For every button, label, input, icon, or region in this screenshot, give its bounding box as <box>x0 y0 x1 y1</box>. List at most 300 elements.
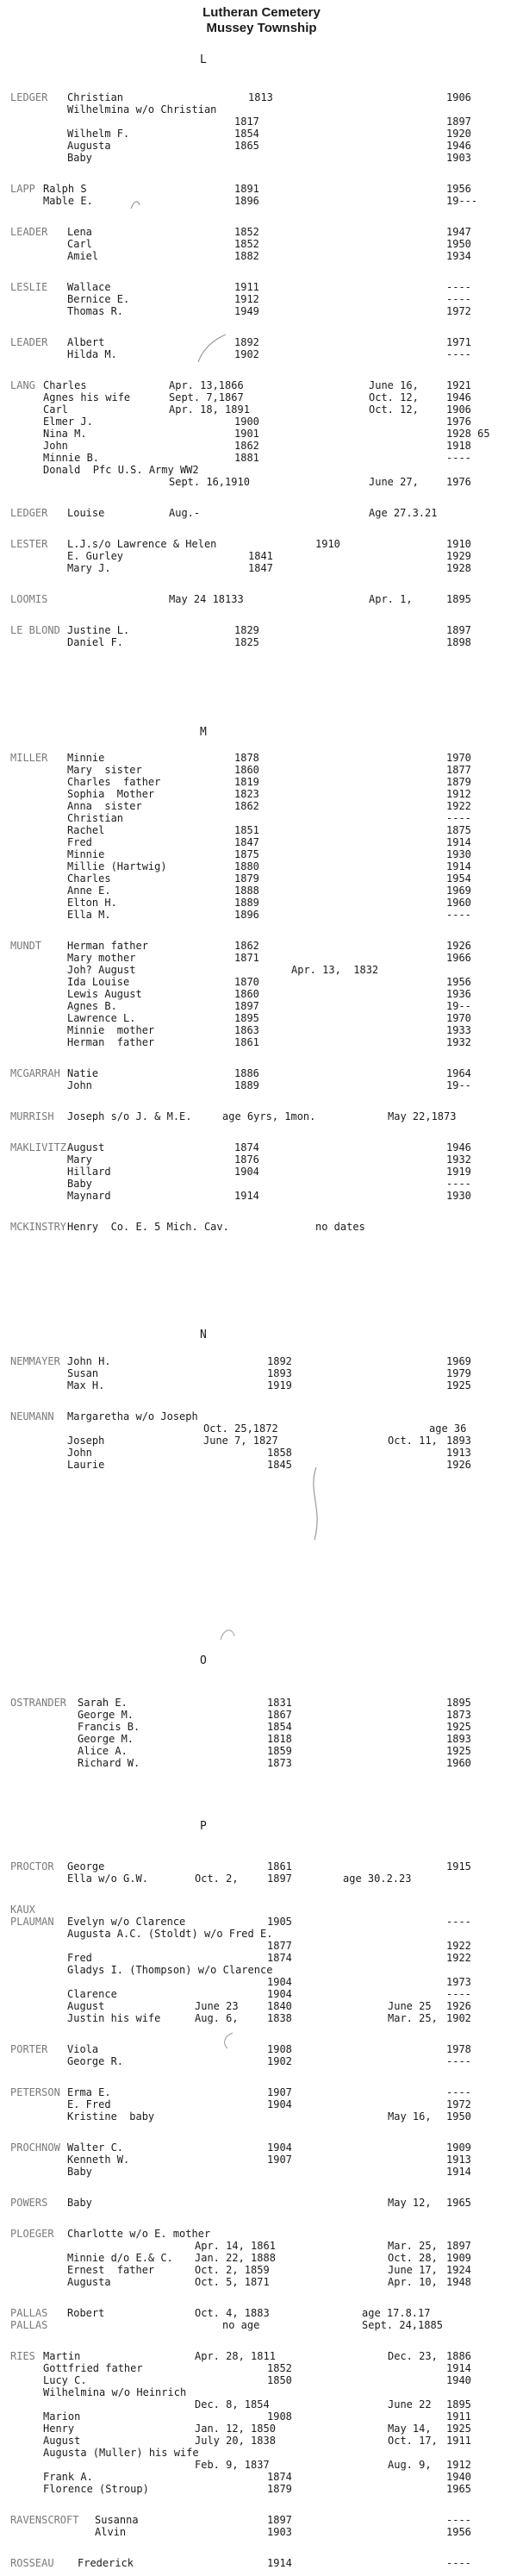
entry-text: 1881 <box>234 452 259 464</box>
surname: PLOEGER <box>10 2228 54 2240</box>
entry-text: ---- <box>446 2557 471 2569</box>
entry-text: 1933 <box>446 1024 471 1036</box>
entry-text: 1895 <box>446 1697 471 1709</box>
entry-text: Aug.- <box>169 507 201 519</box>
listing-row <box>0 2374 523 2387</box>
entry-text: 1850 <box>267 2374 292 2386</box>
listing-row <box>0 848 523 861</box>
listing-row <box>0 1141 523 1154</box>
section-letter: L <box>200 53 207 66</box>
listing-row <box>0 2086 523 2099</box>
entry-text: Mar. 25, <box>388 2240 438 2252</box>
listing-row <box>0 2435 523 2448</box>
entry-text: Oct. 4, 1883 <box>195 2307 270 2319</box>
listing-row <box>0 1928 523 1941</box>
listing-row <box>0 2307 523 2320</box>
entry-text: Justin his wife <box>67 2012 161 2024</box>
listing-row <box>0 1190 523 1203</box>
entry-text: August <box>43 2435 81 2447</box>
entry-text: Minnie <box>67 848 105 860</box>
entry-text: Wilhelm F. <box>67 128 130 140</box>
entry-text: 1956 <box>446 183 471 195</box>
listing-row <box>0 2240 523 2253</box>
listing-row <box>0 1154 523 1166</box>
surname: MCGARRAH <box>10 1067 60 1079</box>
entry-text: Apr. 1, <box>369 593 413 605</box>
entry-text: ---- <box>446 1916 471 1928</box>
entry-text: John <box>67 1447 92 1459</box>
entry-text: Charlotte w/o E. mother <box>67 2228 211 2240</box>
entry-text: Frank A. <box>43 2471 93 2483</box>
entry-text: George M. <box>78 1733 134 1745</box>
entry-text: 1925 <box>446 2423 471 2435</box>
entry-text: Fred <box>67 836 92 848</box>
entry-text: May 12, <box>388 2197 432 2209</box>
entry-text: E. Fred <box>67 2098 111 2110</box>
entry-text: 1889 <box>234 897 259 909</box>
entry-text: Carl <box>43 403 68 416</box>
entry-text: Agnes his wife <box>43 391 131 403</box>
entry-text: Minnie mother <box>67 1024 155 1036</box>
listing-row <box>0 1733 523 1746</box>
listing-row <box>0 964 523 977</box>
entry-text: 1914 <box>446 860 471 872</box>
entry-text: 1912 <box>446 2459 471 2471</box>
entry-text: Ida Louise <box>67 976 130 988</box>
surname: MILLER <box>10 752 48 764</box>
entry-text: June 25 <box>388 2000 432 2012</box>
entry-text: 1852 <box>234 226 259 238</box>
entry-text: ---- <box>446 2514 471 2526</box>
entry-text: 1825 <box>234 636 259 648</box>
entry-text: 1904 <box>267 2141 292 2154</box>
surname: RAVENSCROFT <box>10 2514 79 2526</box>
entry-text: 1891 <box>234 183 259 195</box>
entry-text: 1874 <box>234 1141 259 1154</box>
entry-text: Anne E. <box>67 885 111 897</box>
entry-text: May 16, <box>388 2110 432 2123</box>
listing-row <box>0 2228 523 2241</box>
surname: LEADER <box>10 226 48 238</box>
entry-text: 1907 <box>267 2154 292 2166</box>
listing-row <box>0 1952 523 1965</box>
entry-text: Minnie <box>67 752 105 764</box>
entry-text: 1922 <box>446 800 471 812</box>
entry-text: 1964 <box>446 1067 471 1079</box>
entry-text: 1845 <box>267 1459 292 1471</box>
entry-text: Florence (Stroup) <box>43 2483 149 2495</box>
entry-text: 1903 <box>446 152 471 164</box>
entry-text: 1914 <box>446 836 471 848</box>
entry-text: 1900 <box>234 416 259 428</box>
listing-row <box>0 2012 523 2025</box>
entry-text: 1893 <box>446 1733 471 1745</box>
listing-row <box>0 836 523 849</box>
surname: MAKLIVITZ <box>10 1141 67 1154</box>
entry-text: Dec. 23, <box>388 2350 438 2362</box>
entry-text: 1892 <box>234 336 259 348</box>
entry-text: ---- <box>446 2055 471 2067</box>
entry-text: 1914 <box>446 2166 471 2178</box>
listing-row <box>0 2362 523 2375</box>
entry-text: 1902 <box>446 2012 471 2024</box>
entry-text: Henry <box>43 2423 75 2435</box>
listing-row <box>0 1110 523 1123</box>
entry-text: 1925 <box>446 1721 471 1733</box>
entry-text: Ernest father <box>67 2264 155 2276</box>
entry-text: Gladys I. (Thompson) w/o Clarence <box>67 1964 273 1976</box>
entry-text: Kenneth W. <box>67 2154 130 2166</box>
surname: MURRISH <box>10 1110 54 1122</box>
entry-text: 1854 <box>234 128 259 140</box>
entry-text: 1852 <box>267 2362 292 2374</box>
listing-row <box>0 2043 523 2056</box>
listing-row <box>0 812 523 825</box>
entry-text: June 17, <box>388 2264 438 2276</box>
listing-row <box>0 281 523 294</box>
entry-text: 1960 <box>446 1757 471 1769</box>
listing-row <box>0 2197 523 2210</box>
listing-row <box>0 1166 523 1179</box>
entry-text: ---- <box>446 452 471 464</box>
entry-text: 1934 <box>446 250 471 262</box>
entry-text: 1897 <box>446 624 471 636</box>
entry-text: Apr. 14, 1861 <box>195 2240 276 2252</box>
listing-row <box>0 293 523 306</box>
entry-text: 1915 <box>446 1860 471 1873</box>
entry-text: 1861 <box>267 1860 292 1873</box>
listing-row <box>0 1709 523 1722</box>
listing-row <box>0 195 523 208</box>
entry-text: 1905 <box>267 1916 292 1928</box>
entry-text: 1897 <box>446 2240 471 2252</box>
entry-text: June 16, <box>369 379 419 391</box>
listing-row <box>0 1367 523 1380</box>
entry-text: Mary J. <box>67 562 111 574</box>
entry-text: Charles father <box>67 776 161 788</box>
section-letter: P <box>200 1820 207 1833</box>
entry-text: 1906 <box>446 91 471 103</box>
entry-text: July 20, 1838 <box>195 2435 276 2447</box>
listing-row <box>0 2483 523 2496</box>
entry-text: Susan <box>67 1367 99 1379</box>
entry-text: Hillard <box>67 1166 111 1178</box>
entry-text: Lena <box>67 226 92 238</box>
entry-text: Apr. 18, 1891 <box>169 403 250 416</box>
listing-row <box>0 988 523 1001</box>
entry-text: Apr. 13, 1832 <box>291 964 379 976</box>
entry-text: Fred <box>67 1952 92 1964</box>
listing-row <box>0 776 523 789</box>
entry-text: John <box>67 1079 92 1091</box>
entry-text: 1904 <box>234 1166 259 1178</box>
entry-text: Oct. 12, <box>369 391 419 403</box>
entry-text: 19--- <box>446 195 478 207</box>
entry-text: 1914 <box>234 1190 259 1202</box>
entry-text: Apr. 13,1866 <box>169 379 244 391</box>
entry-text: 1893 <box>446 1435 471 1447</box>
listing-row <box>0 2410 523 2423</box>
listing-row <box>0 2447 523 2460</box>
entry-text: 1882 <box>234 250 259 262</box>
entry-text: 1901 <box>234 428 259 440</box>
entry-text: 1874 <box>267 1952 292 1964</box>
entry-text: Wallace <box>67 281 111 293</box>
entry-text: Christian <box>67 91 124 103</box>
entry-text: Marion <box>43 2410 81 2423</box>
entry-text: Sept. 24,1885 <box>362 2319 443 2331</box>
entry-text: 1840 <box>267 2000 292 2012</box>
listing-row <box>0 152 523 165</box>
listing-row <box>0 2098 523 2111</box>
listing-row <box>0 1940 523 1953</box>
entry-text: Hilda M. <box>67 348 117 360</box>
listing-row <box>0 2276 523 2289</box>
entry-text: 1813 <box>248 91 273 103</box>
entry-text: Baby <box>67 2197 92 2209</box>
listing-row <box>0 250 523 263</box>
entry-text: Alice A. <box>78 1745 128 1757</box>
entry-text: Frederick <box>78 2557 134 2569</box>
surname: LESLIE <box>10 281 48 293</box>
listing-row <box>0 1447 523 1460</box>
listing-row <box>0 550 523 563</box>
entry-text: June 23 <box>195 2000 239 2012</box>
listing-row <box>0 1904 523 1916</box>
surname: LEDGER <box>10 507 48 519</box>
entry-text: 1956 <box>446 976 471 988</box>
entry-text: 1893 <box>267 1367 292 1379</box>
listing-row <box>0 909 523 922</box>
entry-text: Sarah E. <box>78 1697 128 1709</box>
entry-text: 1946 <box>446 140 471 152</box>
listing-row <box>0 872 523 885</box>
entry-text: Agnes B. <box>67 1000 117 1012</box>
entry-text: May 14, <box>388 2423 432 2435</box>
entry-text: 1936 <box>446 988 471 1000</box>
entry-text: 1863 <box>234 1024 259 1036</box>
listing-row <box>0 593 523 606</box>
entry-text: 1904 <box>267 1988 292 2000</box>
entry-text: John <box>43 440 68 452</box>
entry-text: Sophia Mother <box>67 788 155 800</box>
surname: LEADER <box>10 336 48 348</box>
surname: PROCHNOW <box>10 2141 60 2154</box>
entry-text: Joh? August <box>67 964 136 976</box>
entry-text: 1829 <box>234 624 259 636</box>
entry-text: 1966 <box>446 952 471 964</box>
listing-row <box>0 1873 523 1885</box>
entry-text: Laurie <box>67 1459 105 1471</box>
listing-row <box>0 1964 523 1977</box>
entry-text: 1876 <box>234 1154 259 1166</box>
surname: LOOMIS <box>10 593 48 605</box>
listing-row <box>0 452 523 465</box>
entry-text: June 22 <box>388 2398 432 2410</box>
surname: OSTRANDER <box>10 1697 67 1709</box>
entry-text: 1909 <box>446 2252 471 2264</box>
listing-row <box>0 1459 523 1472</box>
entry-text: 1976 <box>446 476 471 488</box>
entry-text: 1879 <box>267 2483 292 2495</box>
listing-row <box>0 1036 523 1049</box>
entry-text: Mary sister <box>67 764 142 776</box>
entry-text: 1873 <box>267 1757 292 1769</box>
entry-text: John H. <box>67 1355 111 1367</box>
entry-text: 1819 <box>234 776 259 788</box>
surname: MCKINSTRY <box>10 1221 67 1233</box>
entry-text: age 30.2.23 <box>343 1873 412 1885</box>
listing-row <box>0 764 523 777</box>
entry-text: 1858 <box>267 1447 292 1459</box>
entry-text: Minnie d/o E.& C. <box>67 2252 173 2264</box>
entry-text: ---- <box>446 2086 471 2098</box>
entry-text: 1969 <box>446 1355 471 1367</box>
entry-text: Joseph <box>67 1435 105 1447</box>
entry-text: 1818 <box>267 1733 292 1745</box>
listing-row <box>0 1079 523 1092</box>
listing-row <box>0 1860 523 1873</box>
entry-text: 1940 <box>446 2374 471 2386</box>
entry-text: Robert <box>67 2307 105 2319</box>
listing-row <box>0 2319 523 2332</box>
entry-text: Age 27.3.21 <box>369 507 438 519</box>
listing-row <box>0 824 523 837</box>
entry-text: Rachel <box>67 824 105 836</box>
entry-text: Jan. 12, 1850 <box>195 2423 276 2435</box>
entry-text: Oct. 12, <box>369 403 419 416</box>
pen-mark <box>215 2029 236 2050</box>
entry-text: Herman father <box>67 940 148 952</box>
entry-text: 1907 <box>267 2086 292 2098</box>
listing-row <box>0 2166 523 2179</box>
listing-row <box>0 1988 523 2001</box>
listing-row <box>0 562 523 575</box>
entry-text: 1928 65 <box>446 428 490 440</box>
listing-row <box>0 379 523 392</box>
entry-text: 1965 <box>446 2197 471 2209</box>
entry-text: 1932 <box>446 1036 471 1048</box>
pen-mark <box>195 331 229 366</box>
entry-text: 1972 <box>446 2098 471 2110</box>
entry-text: 1929 <box>446 550 471 562</box>
section-letter: O <box>200 1654 207 1667</box>
entry-text: 1877 <box>446 764 471 776</box>
entry-text: 1925 <box>446 1745 471 1757</box>
entry-text: no age <box>222 2319 260 2331</box>
surname: LAPP <box>10 183 35 195</box>
listing-row <box>0 2514 523 2527</box>
entry-text: 19-- <box>446 1000 471 1012</box>
entry-text: Mar. 25, <box>388 2012 438 2024</box>
entry-text: 19-- <box>446 1079 471 1091</box>
entry-text: E. Gurley <box>67 550 124 562</box>
surname: PLAUMAN <box>10 1916 54 1928</box>
entry-text: George R. <box>67 2055 124 2067</box>
listing-row <box>0 860 523 873</box>
entry-text: 1969 <box>446 885 471 897</box>
entry-text: Oct. 25,1872 <box>203 1422 278 1435</box>
listing-row <box>0 976 523 989</box>
listing-row <box>0 226 523 239</box>
listing-row <box>0 391 523 404</box>
entry-text: 1913 <box>446 1447 471 1459</box>
entry-text: Oct. 2, <box>195 1873 239 1885</box>
entry-text: age 36 <box>429 1422 467 1435</box>
entry-text: 1925 <box>446 1379 471 1391</box>
listing-row <box>0 1435 523 1447</box>
entry-text: Natie <box>67 1067 99 1079</box>
entry-text: 1908 <box>267 2043 292 2055</box>
listing-row <box>0 2398 523 2411</box>
entry-text: Justine L. <box>67 624 130 636</box>
entry-text: Ella M. <box>67 909 111 921</box>
listing-row <box>0 1067 523 1080</box>
entry-text: 1838 <box>267 2012 292 2024</box>
entry-text: Oct. 17, <box>388 2435 438 2447</box>
entry-text: ---- <box>446 1178 471 1190</box>
entry-text: Sept. 16,1910 <box>169 476 250 488</box>
entry-text: 1950 <box>446 238 471 250</box>
entry-text: Wilhelmina w/o Heinrich <box>43 2386 187 2398</box>
listing-row <box>0 1000 523 1013</box>
entry-text: 1831 <box>267 1697 292 1709</box>
entry-text: 1911 <box>446 2410 471 2423</box>
entry-text: 1946 <box>446 391 471 403</box>
entry-text: 1889 <box>234 1079 259 1091</box>
page-subtitle: Mussey Township <box>206 21 317 35</box>
entry-text: 1919 <box>446 1166 471 1178</box>
entry-text: 1897 <box>267 1873 292 1885</box>
surname: LE BLOND <box>10 624 60 636</box>
entry-text: May 22,1873 <box>388 1110 457 1122</box>
entry-text: 1862 <box>234 940 259 952</box>
listing-row <box>0 1697 523 1710</box>
entry-text: 1902 <box>234 348 259 360</box>
entry-text: 1870 <box>234 976 259 988</box>
entry-text: Walter C. <box>67 2141 124 2154</box>
listing-row <box>0 1355 523 1368</box>
entry-text: 1875 <box>234 848 259 860</box>
entry-text: Amiel <box>67 250 99 262</box>
entry-text: 1877 <box>267 1940 292 1952</box>
listing-row <box>0 752 523 765</box>
listing-row <box>0 788 523 801</box>
entry-text: Ralph S <box>43 183 87 195</box>
page-title: Lutheran Cemetery <box>202 5 321 20</box>
listing-row <box>0 116 523 128</box>
listing-row <box>0 1745 523 1758</box>
entry-text: ---- <box>446 281 471 293</box>
entry-text: 1956 <box>446 2526 471 2538</box>
entry-text: 1926 <box>446 2000 471 2012</box>
entry-text: 1865 <box>234 140 259 152</box>
entry-text: Lewis August <box>67 988 142 1000</box>
listing-row <box>0 2471 523 2484</box>
listing-row <box>0 885 523 897</box>
entry-text: Charles <box>67 872 111 885</box>
entry-text: 1911 <box>234 281 259 293</box>
entry-text: Augusta A.C. (Stoldt) w/o Fred E. <box>67 1928 273 1940</box>
entry-text: 1971 <box>446 336 471 348</box>
entry-text: 1896 <box>234 195 259 207</box>
entry-text: 1912 <box>446 788 471 800</box>
listing-row <box>0 2141 523 2154</box>
listing-row <box>0 128 523 141</box>
entry-text: 1854 <box>267 1721 292 1733</box>
entry-text: Lawrence L. <box>67 1012 136 1024</box>
entry-text: Jan. 22, 1888 <box>195 2252 276 2264</box>
